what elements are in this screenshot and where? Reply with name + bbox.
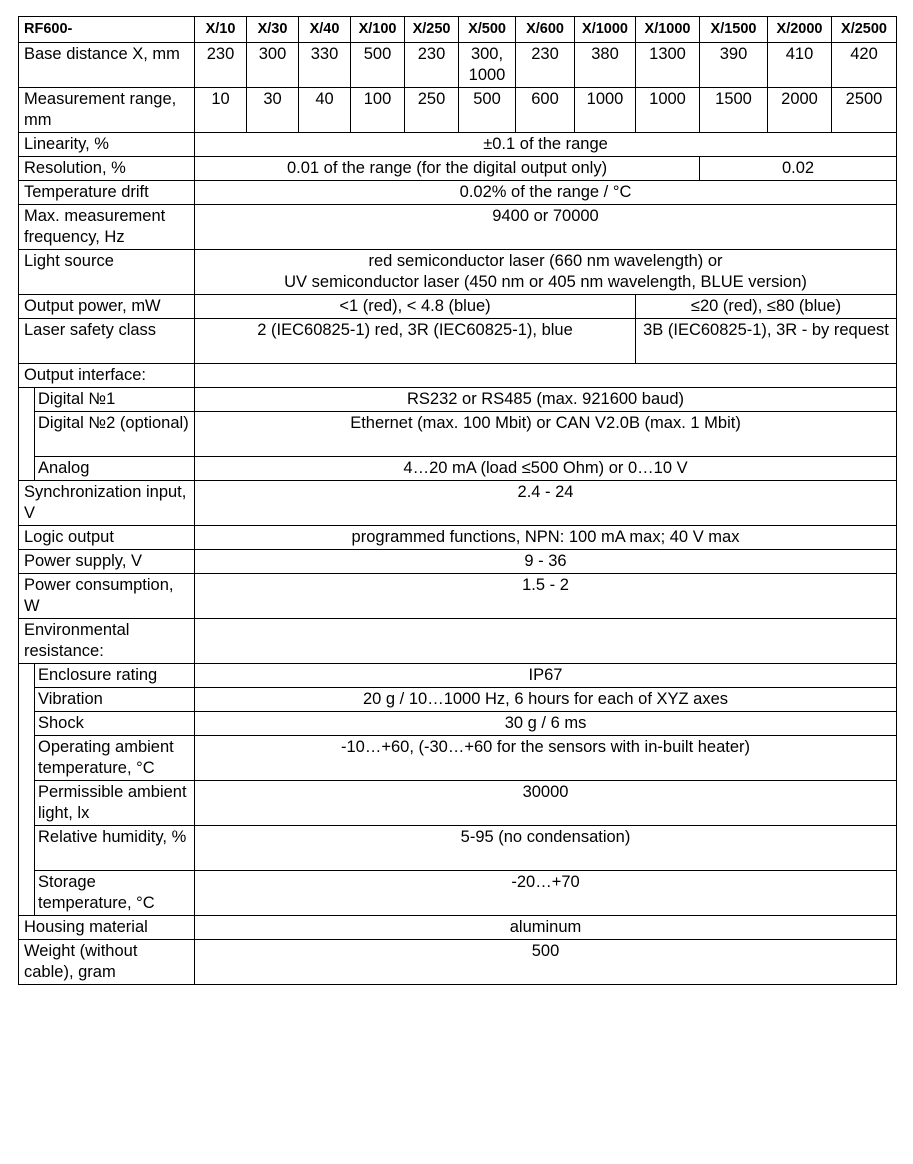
model-header: X/1500 <box>700 17 768 43</box>
laser-safety-row <box>19 319 897 364</box>
light-source-label: Light source <box>19 250 195 295</box>
output-power-value-standard: <1 (red), < 4.8 (blue) <box>195 295 636 319</box>
resolution-row <box>19 157 897 181</box>
header-row <box>19 17 897 43</box>
output-interface-value <box>195 364 897 388</box>
logic-output-value: programmed functions, NPN: 100 mA max; 40 V max <box>195 526 897 550</box>
measurement-range-row <box>19 88 897 133</box>
model-header: X/1000 <box>575 17 636 43</box>
shock-row <box>19 712 897 736</box>
environmental-label: Environmental resistance: <box>19 619 195 664</box>
model-header: X/40 <box>299 17 351 43</box>
shock-value: 30 g / 6 ms <box>195 712 897 736</box>
resolution-value-long-range: 0.02 <box>700 157 897 181</box>
output-power-value-high: ≤20 (red), ≤80 (blue) <box>636 295 897 319</box>
light-source-line-1: red semiconductor laser (660 nm wavelength) or <box>368 252 723 270</box>
housing-row <box>19 916 897 940</box>
analog-row <box>19 457 897 481</box>
model-header: X/2000 <box>768 17 832 43</box>
sync-input-row <box>19 481 897 526</box>
housing-value: aluminum <box>195 916 897 940</box>
measurement-range-value: 2000 <box>768 88 832 133</box>
power-consumption-row <box>19 574 897 619</box>
measurement-range-value: 500 <box>459 88 516 133</box>
linearity-row <box>19 133 897 157</box>
measurement-range-value: 250 <box>405 88 459 133</box>
ambient-light-row <box>19 781 897 826</box>
vibration-row <box>19 688 897 712</box>
measurement-range-value: 100 <box>351 88 405 133</box>
light-source-line-2: UV semiconductor laser (450 nm or 405 nm wavelength, BLUE version) <box>284 273 807 291</box>
measurement-range-value: 1500 <box>700 88 768 133</box>
model-header: X/500 <box>459 17 516 43</box>
vibration-label: Vibration <box>35 688 195 712</box>
measurement-range-value: 10 <box>195 88 247 133</box>
temperature-drift-row <box>19 181 897 205</box>
digital1-label: Digital №1 <box>35 388 195 412</box>
temperature-drift-value: 0.02% of the range / °C <box>195 181 897 205</box>
enclosure-value: IP67 <box>195 664 897 688</box>
light-source-value <box>195 250 897 295</box>
laser-safety-value-high: 3B (IEC60825-1), 3R - by request <box>636 319 897 364</box>
measurement-range-label: Measurement range, mm <box>19 88 195 133</box>
base-distance-label: Base distance X, mm <box>19 43 195 88</box>
resolution-value-standard: 0.01 of the range (for the digital output only) <box>195 157 700 181</box>
logic-output-label: Logic output <box>19 526 195 550</box>
measurement-range-value: 2500 <box>832 88 897 133</box>
base-distance-value: 1300 <box>636 43 700 88</box>
ambient-light-value: 30000 <box>195 781 897 826</box>
base-distance-value: 230 <box>195 43 247 88</box>
weight-row <box>19 940 897 985</box>
measurement-range-value: 40 <box>299 88 351 133</box>
digital2-label: Digital №2 (optional) <box>35 412 195 457</box>
enclosure-label: Enclosure rating <box>35 664 195 688</box>
digital1-row <box>19 388 897 412</box>
base-distance-value: 390 <box>700 43 768 88</box>
base-distance-value: 300 <box>247 43 299 88</box>
storage-temp-value: -20…+70 <box>195 871 897 916</box>
weight-value: 500 <box>195 940 897 985</box>
model-header: X/30 <box>247 17 299 43</box>
sync-input-label: Synchronization input, V <box>19 481 195 526</box>
ambient-light-label: Permissible ambient light, lx <box>35 781 195 826</box>
output-interface-label: Output interface: <box>19 364 195 388</box>
base-distance-row <box>19 43 897 88</box>
model-header: X/1000 <box>636 17 700 43</box>
indent-spacer <box>19 388 35 481</box>
model-header: X/10 <box>195 17 247 43</box>
base-distance-value: 410 <box>768 43 832 88</box>
output-power-row <box>19 295 897 319</box>
max-frequency-value: 9400 or 70000 <box>195 205 897 250</box>
digital2-row <box>19 412 897 457</box>
environmental-value <box>195 619 897 664</box>
base-distance-value: 420 <box>832 43 897 88</box>
light-source-row <box>19 250 897 295</box>
laser-safety-label: Laser safety class <box>19 319 195 364</box>
shock-label: Shock <box>35 712 195 736</box>
humidity-label: Relative humidity, % <box>35 826 195 871</box>
housing-label: Housing material <box>19 916 195 940</box>
max-frequency-row <box>19 205 897 250</box>
enclosure-row <box>19 664 897 688</box>
output-interface-row <box>19 364 897 388</box>
measurement-range-value: 600 <box>516 88 575 133</box>
resolution-label: Resolution, % <box>19 157 195 181</box>
power-supply-row <box>19 550 897 574</box>
analog-value: 4…20 mA (load ≤500 Ohm) or 0…10 V <box>195 457 897 481</box>
model-header: X/100 <box>351 17 405 43</box>
digital1-value: RS232 or RS485 (max. 921600 baud) <box>195 388 897 412</box>
humidity-row <box>19 826 897 871</box>
linearity-label: Linearity, % <box>19 133 195 157</box>
model-header: X/250 <box>405 17 459 43</box>
base-distance-value: 230 <box>516 43 575 88</box>
measurement-range-value: 1000 <box>575 88 636 133</box>
base-distance-value: 380 <box>575 43 636 88</box>
specifications-table <box>18 16 897 985</box>
operating-temp-label: Operating ambient temperature, °C <box>35 736 195 781</box>
storage-temp-row <box>19 871 897 916</box>
indent-spacer <box>19 664 35 916</box>
power-consumption-value: 1.5 - 2 <box>195 574 897 619</box>
vibration-value: 20 g / 10…1000 Hz, 6 hours for each of XYZ axes <box>195 688 897 712</box>
measurement-range-value: 30 <box>247 88 299 133</box>
weight-label: Weight (without cable), gram <box>19 940 195 985</box>
linearity-value: ±0.1 of the range <box>195 133 897 157</box>
storage-temp-label: Storage temperature, °C <box>35 871 195 916</box>
environmental-row <box>19 619 897 664</box>
base-distance-value: 300, 1000 <box>459 43 516 88</box>
logic-output-row <box>19 526 897 550</box>
power-supply-value: 9 - 36 <box>195 550 897 574</box>
base-distance-value: 230 <box>405 43 459 88</box>
power-supply-label: Power supply, V <box>19 550 195 574</box>
base-distance-value: 500 <box>351 43 405 88</box>
base-distance-value: 330 <box>299 43 351 88</box>
sync-input-value: 2.4 - 24 <box>195 481 897 526</box>
digital2-value: Ethernet (max. 100 Mbit) or CAN V2.0B (max. 1 Mbit) <box>195 412 897 457</box>
laser-safety-value-standard: 2 (IEC60825-1) red, 3R (IEC60825-1), blue <box>195 319 636 364</box>
max-frequency-label: Max. measurement frequency, Hz <box>19 205 195 250</box>
measurement-range-value: 1000 <box>636 88 700 133</box>
operating-temp-row <box>19 736 897 781</box>
humidity-value: 5-95 (no condensation) <box>195 826 897 871</box>
temperature-drift-label: Temperature drift <box>19 181 195 205</box>
power-consumption-label: Power consumption, W <box>19 574 195 619</box>
operating-temp-value: -10…+60, (-30…+60 for the sensors with in-built heater) <box>195 736 897 781</box>
model-header: X/600 <box>516 17 575 43</box>
model-header: X/2500 <box>832 17 897 43</box>
analog-label: Analog <box>35 457 195 481</box>
output-power-label: Output power, mW <box>19 295 195 319</box>
model-prefix-header: RF600- <box>19 17 195 43</box>
